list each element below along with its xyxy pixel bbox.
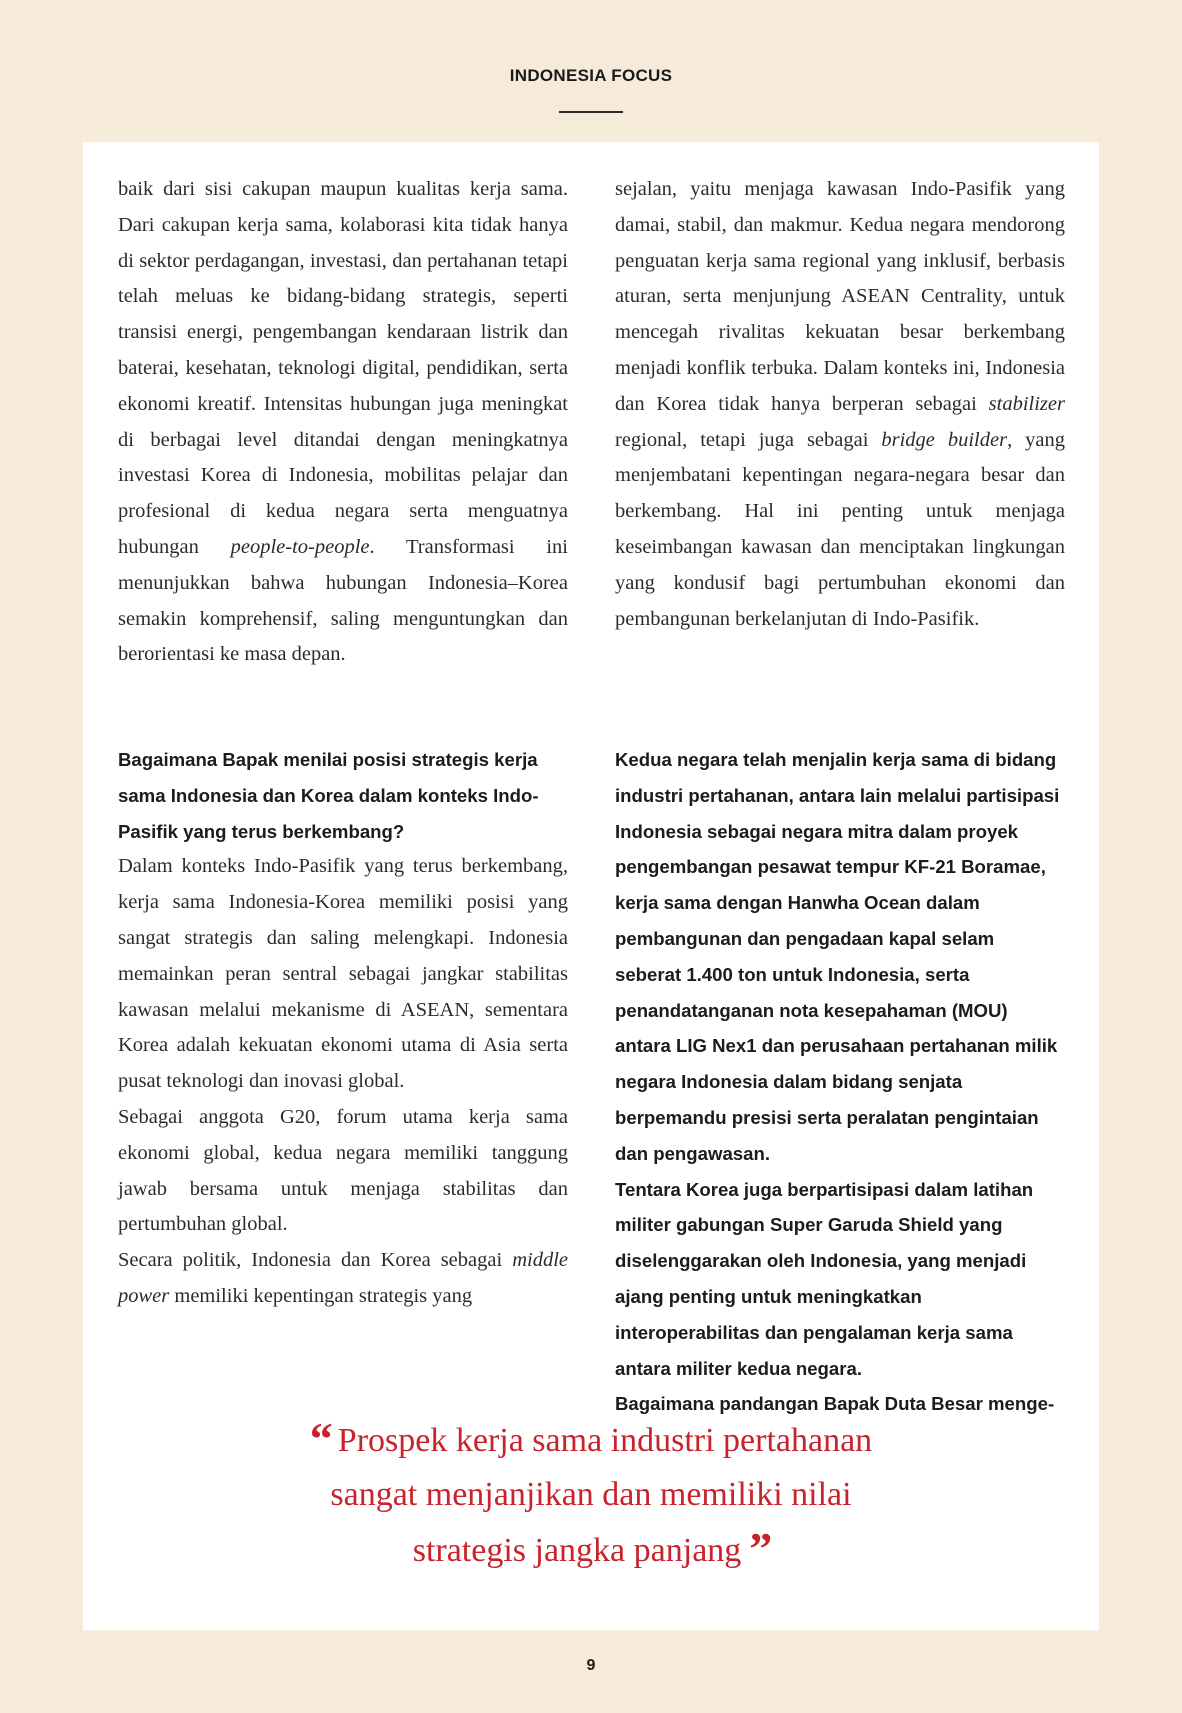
left-column-top — [118, 172, 568, 673]
pull-quote-line: sangat menjanjikan dan memiliki nilai — [330, 1476, 852, 1513]
right-column-bottom — [615, 742, 1065, 1422]
right-column-top — [615, 172, 1065, 637]
pull-quote-line: “ Prospek kerja sama industri pertahanan — [309, 1413, 873, 1464]
body-paragraph: sejalan, yaitu menjaga kawasan Indo-Pasifik yang damai, stabil, dan makmur. Kedua negara mendorong penguatan kerja sama regional yang inklusif, berbasis aturan, serta menjunjung ASEAN Centrality, untuk mencegah rivalitas kekuatan besar berkembang menjadi konflik terbuka. Dalam konteks ini, Indonesia dan Korea tidak hanya berperan sebagai stabilizer regional, tetapi juga sebagai bridge builder, yang menjembatani kepentingan negara-negara besar dan berkembang. Hal ini penting untuk menjaga keseimbangan kawasan dan menciptakan lingkungan yang kondusif bagi pertumbuhan ekonomi dan pembangunan berkelanjutan di Indo-Pasifik. — [615, 178, 1065, 630]
header-divider — [559, 111, 623, 113]
page-number: 9 — [586, 1657, 596, 1674]
left-column-bottom — [118, 742, 568, 1315]
pull-quote-line: strategis jangka panjang ” — [412, 1523, 770, 1574]
body-paragraph: Sebagai anggota G20, forum utama kerja sama ekonomi global, kedua negara memiliki tanggung jawab bersama untuk menjaga stabilitas dan pertumbuhan global. — [118, 1105, 568, 1236]
pull-quote — [83, 1412, 1099, 1578]
body-paragraph-bold: Kedua negara telah menjalin kerja sama di bidang industri pertahanan, antara lain melalui partisipasi Indonesia sebagai negara mitra dalam proyek pengembangan pesawat tempur KF-21 Boramae, kerja sama dengan Hanwha Ocean dalam pembangunan dan pengadaan kapal selam seberat 1.400 ton untuk Indonesia, serta penandatanganan nota kesepahaman (MOU) antara LIG Nex1 dan perusahaan pertahanan milik negara Indonesia dalam bidang senjata berpemandu presisi serta peralatan pengintaian dan pengawasan. — [615, 749, 1060, 1164]
body-paragraph: Secara politik, Indonesia dan Korea sebagai middle power memiliki kepentingan strategis yang — [118, 1249, 568, 1307]
open-quote-icon: “ — [309, 1413, 330, 1464]
interview-question: Bagaimana Bapak menilai posisi strategis kerja sama Indonesia dan Korea dalam konteks Indo-Pasifik yang terus berkembang? — [118, 749, 539, 842]
body-paragraph-bold: Tentara Korea juga berpartisipasi dalam latihan militer gabungan Super Garuda Shield yang diselenggarakan oleh Indonesia, yang menjadi ajang penting untuk meningkatkan interoperabilitas dan pengalaman kerja sama antara militer kedua negara. — [615, 1178, 1034, 1379]
body-paragraph: baik dari sisi cakupan maupun kualitas kerja sama. Dari cakupan kerja sama, kolaborasi kita tidak hanya di sektor perdagangan, investasi, dan pertahanan tetapi telah meluas ke bidang-bidang strategis, seperti transisi energi, pengembangan kendaraan listrik dan baterai, kesehatan, teknologi digital, pendidikan, serta ekonomi kreatif. Intensitas hubungan juga meningkat di berbagai level ditandai dengan meningkatnya investasi Korea di Indonesia, mobilitas pelajar dan profesional di kedua negara serta menguatnya hubungan people-to-people. Transformasi ini menunjukkan bahwa hubungan Indonesia–Korea semakin komprehensif, saling menguntungkan dan berorientasi ke masa depan. — [118, 178, 568, 666]
section-header: INDONESIA FOCUS — [509, 66, 673, 85]
close-quote-icon: ” — [749, 1523, 770, 1574]
body-paragraph: Dalam konteks Indo-Pasifik yang terus berkembang, kerja sama Indonesia-Korea memiliki posisi yang sangat strategis dan saling melengkapi. Indonesia memainkan peran sentral sebagai jangkar stabilitas kawasan melalui mekanisme di ASEAN, sementara Korea adalah kekuatan ekonomi utama di Asia serta pusat teknologi dan inovasi global. — [118, 855, 568, 1093]
interview-question: Bagaimana pandangan Bapak Duta Besar menge- — [615, 1393, 1055, 1415]
article-card — [83, 142, 1099, 1630]
